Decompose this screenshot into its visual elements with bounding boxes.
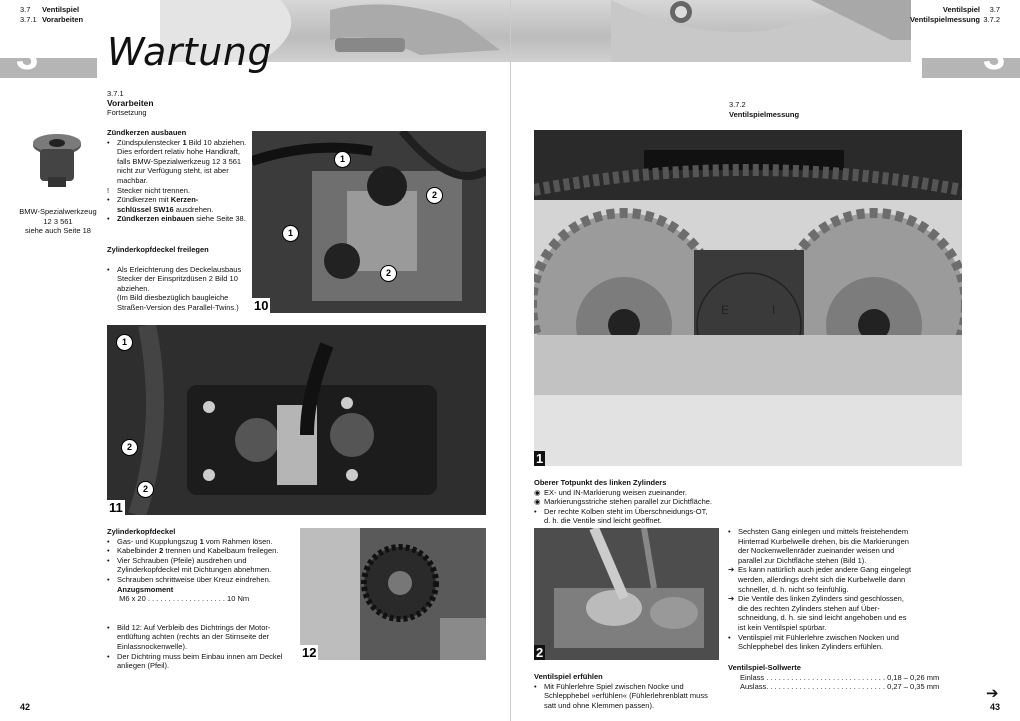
list-item: • Bild 12: Auf Verbleib des Dichtrings der Motor- entlüftung achten (rechts an der Stirnseite der Einlassnockenwelle). — [107, 622, 271, 651]
section-num: 3.7.1 — [107, 89, 124, 98]
callout-1: 1 — [334, 151, 351, 168]
zuendkerzen-text — [107, 128, 252, 224]
list-item: • Zündspulenstecker 1 Bild 10 abziehen. Dies erfordert relativ hohe Handkraft, falls BMW-Spezialwerkzeug 12 3 561 nicht zur Verfügung steht, ist aber machbar. — [107, 137, 247, 185]
callout-2: 2 — [426, 187, 443, 204]
chapter-number-right: 3 — [983, 34, 1006, 78]
header-right-sec1-num: 3.7 — [989, 5, 1000, 14]
gang-text — [728, 527, 968, 652]
callout-1: 1 — [116, 334, 133, 351]
bike-tank-graphic-right — [511, 0, 911, 62]
figure-2-photo — [534, 528, 719, 660]
figure-12-gear-graphic — [300, 528, 486, 660]
sollwerte-text — [728, 663, 940, 692]
chapter-number-left: 3 — [16, 34, 39, 78]
figure-10-engine-graphic — [252, 131, 486, 313]
list-item: ◉ Markierungsstriche stehen parallel zur Dichtfläche. — [534, 497, 712, 507]
tool-caption-line2: 12 3 561 — [43, 216, 73, 226]
erfuehlen-title: Ventilspiel erfühlen — [534, 672, 603, 681]
list-item: • Ventilspiel mit Fühlerlehre zwischen Nocken und Schlepphebel des linken Zylinders erfühlen. — [728, 632, 899, 652]
otl-title: Oberer Totpunkt des linken Zylinders — [534, 478, 667, 487]
header-sec2-title: Vorarbeiten — [42, 14, 84, 24]
list-item: • Als Erleichterung des Deckelausbaus Stecker der Einspritzdüsen 2 Bild 10 abziehen. (Im Bild diesbezüglich baugleiche Straßen-Version des Parallel-Twins.) — [107, 264, 242, 312]
header-sec1-title: Ventilspiel — [42, 5, 80, 14]
sollwert-auslass: Auslass. . . . . . . . . . . . . . . . . . . . . . . . . . . . . 0,27 – 0,35 mm — [740, 682, 940, 692]
header-right-sec1-title: Ventilspiel — [942, 5, 980, 14]
zylinderkopfdeckel-title: Zylinderkopfdeckel — [107, 527, 176, 536]
figure-1-photo — [534, 130, 962, 466]
chapter-title: Wartung — [107, 30, 273, 74]
tool-caption — [10, 207, 106, 236]
freilegen-title: Zylinderkopfdeckel freilegen — [107, 245, 209, 254]
eye-icon: ◉ — [534, 487, 541, 497]
section-title-right: Ventilspielmessung — [729, 109, 800, 119]
figure-11-engine-graphic — [107, 325, 486, 515]
section-heading-right — [729, 100, 799, 119]
list-item: • Zündkerzen mit Kerzen- schlüssel SW16 ausdrehen. — [107, 195, 214, 214]
list-item: ! Stecker nicht trennen. — [107, 185, 190, 195]
figure-number-11: 11 — [109, 500, 123, 515]
figure-number-2: 2 — [536, 645, 544, 660]
otl-text — [534, 478, 734, 526]
callout-2: 2 — [121, 439, 138, 456]
zylinderkopfdeckel-text — [107, 527, 297, 671]
tool-caption-line1: BMW-Spezialwerkzeug — [19, 207, 97, 216]
figure-11-photo — [107, 325, 486, 515]
figure-2-valve-graphic — [534, 528, 719, 660]
list-item: • Vier Schrauben (Pfeile) ausdrehen und Zylinderkopfdeckel mit Dichtungen abnehmen. — [107, 555, 272, 575]
list-item: • Schrauben schrittweise über Kreuz eindrehen. Anzugsmoment M6 x 20 . . . . . . . . . . . . . . . . . . . 10 Nm — [107, 574, 271, 604]
list-item: • Der Dichtring muss beim Einbau innen am Deckel anliegen (Pfeil). — [107, 651, 283, 671]
figure-12-photo — [300, 528, 486, 660]
sollwert-einlass: Einlass . . . . . . . . . . . . . . . . . . . . . . . . . . . . . 0,18 – 0,26 mm — [740, 672, 940, 682]
header-sec1-num: 3.7 — [20, 5, 31, 14]
callout-2: 2 — [137, 481, 154, 498]
header-left — [20, 5, 83, 24]
page-gutter — [510, 0, 511, 721]
list-item: ➔ Die Ventile des linken Zylinders sind geschlossen, die des rechten Zylinders stehen auf Über- schneidung, d. h. sie sind leicht angehoben und es ist kein Ventilspiel spürbar. — [728, 594, 907, 632]
chapter-bar-left — [0, 58, 97, 78]
header-right-sec2-num: 3.7.2 — [983, 14, 1000, 24]
callout-1: 1 — [282, 225, 299, 242]
list-item: • Kabelbinder 2 trennen und Kabelbaum freilegen. — [107, 546, 279, 556]
section-num-right: 3.7.2 — [729, 100, 746, 109]
zuendkerzen-title: Zündkerzen ausbauen — [107, 128, 187, 137]
list-item: • Mit Fühlerlehre Spiel zwischen Nocke und Schlepphebel »erfühlen« (Fühlerlehrenblatt muss satt und ohne Klemmen passen). — [534, 681, 708, 710]
section-heading-left — [107, 89, 154, 118]
tool-caption-line3: siehe auch Seite 18 — [25, 226, 91, 236]
in-marking-label: I — [772, 303, 776, 317]
section-title: Vorarbeiten — [107, 97, 154, 108]
list-item: ➔ Es kann natürlich auch jeder andere Gang eingelegt werden, allerdings dreht sich die Kurbelwelle dann schneller, d. h. nicht so feinfühlig. — [728, 565, 912, 594]
list-item: ◉ EX- und IN-Markierung weisen zueinander. — [534, 487, 687, 497]
header-right — [860, 5, 1000, 24]
header-sec2-num: 3.7.1 — [20, 14, 37, 24]
list-item: • Sechsten Gang einlegen und mittels freistehendem Hinterrad Kurbelwelle drehen, bis die Markierungen der Nockenwellenräder zueinander weisen und parallel zur Dichtfläche stehen (Bild 1). — [728, 527, 909, 565]
figure-number-12: 12 — [302, 645, 317, 660]
chapter-bar-right — [922, 58, 1020, 78]
special-tool-image — [30, 133, 86, 191]
callout-2: 2 — [380, 265, 397, 282]
sollwerte-title: Ventilspiel-Sollwerte — [728, 663, 801, 672]
list-item: • Gas- und Kupplungszug 1 vom Rahmen lösen. — [107, 536, 273, 546]
section-sub: Fortsetzung — [107, 108, 147, 118]
next-page-arrow-icon[interactable]: ➔ — [986, 685, 999, 702]
figure-10-photo — [252, 131, 486, 313]
page-number-right: 43 — [990, 702, 1001, 712]
erfuehlen-text — [534, 672, 724, 710]
page-number-left: 42 — [20, 702, 31, 712]
eye-icon: ◉ — [534, 497, 541, 507]
figure-number-10: 10 — [254, 298, 269, 313]
ex-marking-label: E — [721, 303, 730, 317]
arrow-icon: ➔ — [728, 565, 735, 575]
zylinderkopfdeckel-freilegen-text — [107, 245, 257, 313]
list-item: • Zündkerzen einbauen siehe Seite 38. — [107, 214, 246, 224]
list-item: • Der rechte Kolben steht im Überschneidungs-OT, d. h. die Ventile sind leicht geöffnet. — [534, 506, 708, 526]
arrow-icon: ➔ — [728, 594, 735, 604]
figure-number-1: 1 — [536, 451, 544, 466]
header-right-sec2-title: Ventilspielmessung — [909, 14, 980, 24]
figure-1-camshaft-graphic — [534, 130, 962, 466]
